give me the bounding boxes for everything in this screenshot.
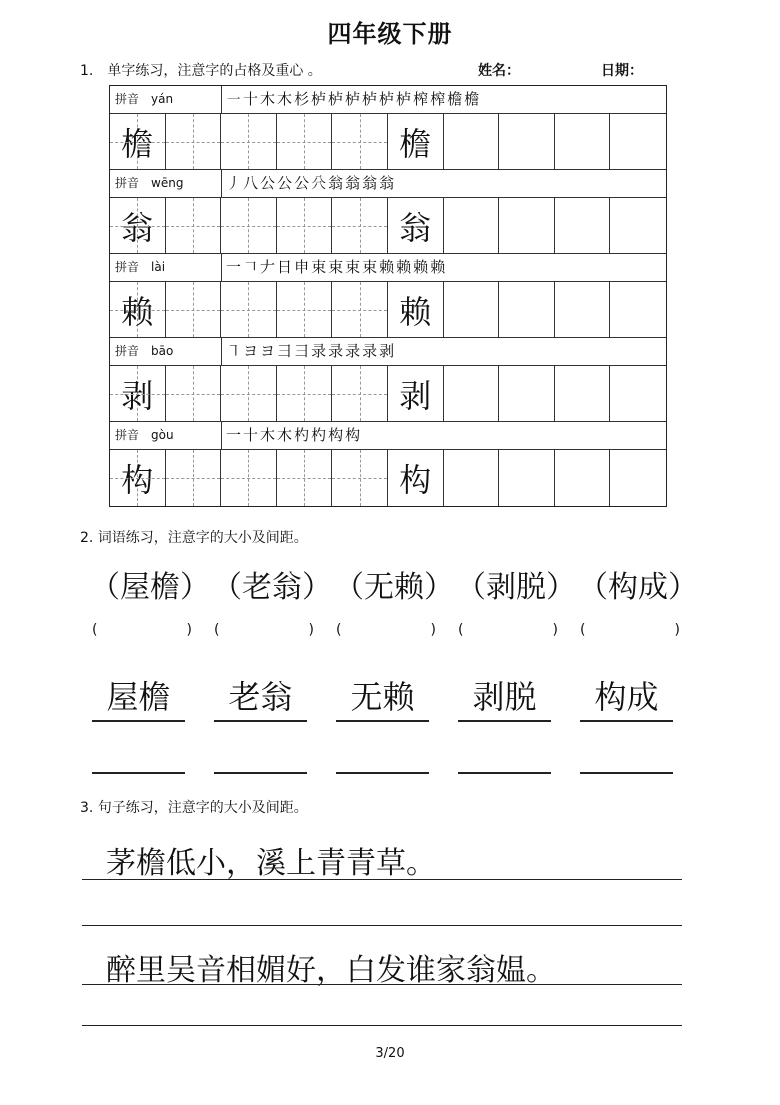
pinyin-label: 拼音 wēng — [110, 170, 222, 197]
pinyin-row — [110, 170, 666, 198]
word-blank-line[interactable] — [458, 771, 551, 774]
word-copy: 无赖 — [336, 672, 429, 722]
writing-line[interactable] — [82, 1025, 682, 1026]
pinyin-label: 拼音 lài — [110, 254, 222, 281]
stroke-step: 丿 — [226, 174, 242, 192]
writing-cell[interactable] — [332, 366, 388, 421]
section1-header: 1. 单字练习，注意字的占格及重心 。 — [80, 63, 322, 79]
stroke-step: 檐 — [464, 90, 480, 108]
stroke-step: ㇐ — [226, 90, 242, 108]
writing-cell[interactable] — [555, 198, 611, 253]
writing-cell[interactable] — [555, 282, 611, 337]
stroke-step: 构 — [345, 426, 361, 444]
word-blank-line[interactable] — [92, 771, 185, 774]
pinyin-bracket-blanks — [92, 622, 702, 638]
model-character-cell — [388, 198, 444, 253]
model-character: 檐 — [121, 124, 154, 163]
practice-row — [110, 198, 666, 254]
stroke-step: 木 — [277, 90, 293, 108]
stroke-step: 彐 — [277, 342, 293, 360]
stroke-step: 翁 — [379, 174, 395, 192]
stroke-step: 杓 — [294, 426, 310, 444]
stroke-step: 榨 — [430, 90, 446, 108]
stroke-step: 构 — [328, 426, 344, 444]
stroke-step: 栌 — [345, 90, 361, 108]
stroke-step: 公 — [277, 174, 293, 192]
model-character-cell — [110, 450, 166, 506]
stroke-step: 束 — [362, 258, 378, 276]
stroke-step: 十 — [243, 90, 259, 108]
stroke-step: 栌 — [328, 90, 344, 108]
pinyin-text: bāo — [151, 344, 174, 358]
stroke-step: 赖 — [396, 258, 412, 276]
writing-cell[interactable] — [221, 366, 277, 421]
writing-cell[interactable] — [166, 114, 222, 169]
stroke-step: 赖 — [379, 258, 395, 276]
pinyin-label: 拼音 gòu — [110, 422, 222, 449]
bracket-blank[interactable]: ( ) — [214, 622, 314, 638]
writing-cell[interactable] — [444, 282, 500, 337]
stroke-step: 翁 — [345, 174, 361, 192]
model-character: 檐 — [399, 124, 432, 163]
word-blank-line[interactable] — [336, 771, 429, 774]
stroke-step: 申 — [294, 258, 310, 276]
bracketed-words — [90, 562, 700, 606]
model-character-cell — [110, 114, 166, 169]
stroke-step: 录 — [362, 342, 378, 360]
pinyin-row — [110, 86, 666, 114]
writing-cell[interactable] — [332, 450, 388, 506]
writing-line[interactable] — [82, 879, 682, 880]
writing-cell[interactable] — [499, 282, 555, 337]
sentence-1: 茅檐低小，溪上青青草。 — [106, 846, 436, 881]
date-label: 日期： — [601, 63, 643, 79]
stroke-step: 八 — [243, 174, 259, 192]
pinyin-text: gòu — [151, 428, 174, 442]
writing-cell[interactable] — [166, 450, 222, 506]
stroke-step: 栌 — [362, 90, 378, 108]
bracket-blank[interactable]: ( ) — [580, 622, 680, 638]
model-character-cell — [388, 450, 444, 506]
model-character: 构 — [399, 461, 432, 499]
model-character-cell — [110, 282, 166, 337]
stroke-step: 杓 — [311, 426, 327, 444]
writing-cell[interactable] — [166, 282, 222, 337]
stroke-step: 公 — [294, 174, 310, 192]
stroke-step: 录 — [311, 342, 327, 360]
stroke-step: 𠔁 — [311, 174, 327, 192]
stroke-step: 一 — [226, 426, 242, 444]
model-character: 翁 — [399, 208, 432, 247]
model-character-cell — [110, 198, 166, 253]
word-blank-line[interactable] — [214, 771, 307, 774]
stroke-step: 束 — [328, 258, 344, 276]
pinyin-text: yán — [151, 92, 174, 106]
writing-line[interactable] — [82, 925, 682, 926]
writing-cell[interactable] — [277, 282, 333, 337]
writing-cell[interactable] — [610, 366, 666, 421]
practice-row — [110, 282, 666, 338]
writing-cell[interactable] — [610, 282, 666, 337]
writing-cell[interactable] — [499, 366, 555, 421]
model-character: 剥 — [399, 376, 432, 415]
section3-header: 3. 句子练习，注意字的大小及间距。 — [80, 800, 308, 816]
stroke-step: 十 — [243, 426, 259, 444]
writing-cell[interactable] — [444, 450, 500, 506]
stroke-step: 杉 — [294, 90, 310, 108]
writing-cell[interactable] — [610, 198, 666, 253]
stroke-order-sequence — [222, 338, 666, 365]
writing-cell[interactable] — [332, 198, 388, 253]
writing-cell[interactable] — [444, 114, 500, 169]
word-bracketed: （屋檐） — [90, 570, 210, 605]
word-copy: 构成 — [580, 672, 673, 722]
practice-row — [110, 366, 666, 422]
writing-cell[interactable] — [499, 450, 555, 506]
word-copy: 屋檐 — [92, 672, 185, 722]
practice-row — [110, 114, 666, 170]
stroke-step: 榨 — [413, 90, 429, 108]
stroke-order-sequence — [222, 170, 666, 197]
stroke-step: 束 — [345, 258, 361, 276]
stroke-step: 栌 — [379, 90, 395, 108]
writing-cell[interactable] — [277, 198, 333, 253]
stroke-step: 录 — [345, 342, 361, 360]
writing-cell[interactable] — [555, 114, 611, 169]
stroke-step: 檐 — [447, 90, 463, 108]
word-blank-row — [92, 771, 702, 774]
stroke-step: 公 — [260, 174, 276, 192]
stroke-order-sequence — [222, 86, 666, 113]
word-copy-row — [92, 672, 702, 722]
pinyin-row — [110, 254, 666, 282]
writing-cell[interactable] — [610, 450, 666, 506]
word-bracketed: （构成） — [578, 570, 698, 605]
bracket-blank[interactable]: ( ) — [336, 622, 436, 638]
writing-cell[interactable] — [221, 114, 277, 169]
stroke-order-sequence — [222, 422, 666, 449]
model-character-cell — [388, 282, 444, 337]
stroke-step: 木 — [260, 90, 276, 108]
writing-cell[interactable] — [277, 450, 333, 506]
model-character: 翁 — [121, 208, 154, 247]
writing-cell[interactable] — [555, 366, 611, 421]
model-character-cell — [388, 114, 444, 169]
stroke-step: 一 — [226, 258, 242, 276]
stroke-step: ヨ — [243, 342, 259, 360]
stroke-step: 𠃍 — [243, 258, 259, 276]
writing-cell[interactable] — [221, 450, 277, 506]
model-character: 赖 — [121, 292, 154, 331]
pinyin-text: lài — [151, 260, 166, 274]
pinyin-label: 拼音 bāo — [110, 338, 222, 365]
writing-cell[interactable] — [221, 198, 277, 253]
writing-cell[interactable] — [166, 366, 222, 421]
word-bracketed: （无赖） — [334, 570, 454, 605]
stroke-step: ㇕ — [226, 342, 242, 360]
writing-cell[interactable] — [332, 282, 388, 337]
writing-cell[interactable] — [499, 114, 555, 169]
pinyin-row — [110, 338, 666, 366]
word-bracketed: （老翁） — [212, 570, 332, 605]
name-label: 姓名： — [478, 63, 520, 79]
writing-cell[interactable] — [610, 114, 666, 169]
stroke-step: 栌 — [311, 90, 327, 108]
stroke-step: 束 — [311, 258, 327, 276]
word-blank-line[interactable] — [580, 771, 673, 774]
bracket-blank[interactable]: ( ) — [92, 622, 192, 638]
section2-header: 2. 词语练习，注意字的大小及间距。 — [80, 530, 308, 546]
writing-cell[interactable] — [332, 114, 388, 169]
stroke-step: ヨ — [260, 342, 276, 360]
model-character-cell — [110, 366, 166, 421]
stroke-step: 彐 — [294, 342, 310, 360]
character-practice-grid — [109, 85, 667, 507]
writing-cell[interactable] — [277, 114, 333, 169]
model-character: 赖 — [399, 292, 432, 331]
stroke-step: 录 — [328, 342, 344, 360]
stroke-step: 赖 — [413, 258, 429, 276]
writing-cell[interactable] — [277, 366, 333, 421]
word-copy: 老翁 — [214, 672, 307, 722]
stroke-step: 赖 — [430, 258, 446, 276]
stroke-step: 木 — [260, 426, 276, 444]
writing-cell[interactable] — [166, 198, 222, 253]
writing-line[interactable] — [82, 984, 682, 985]
writing-cell[interactable] — [555, 450, 611, 506]
stroke-step: 剥 — [379, 342, 395, 360]
writing-cell[interactable] — [444, 198, 500, 253]
pinyin-text: wēng — [151, 176, 184, 190]
model-character-cell — [388, 366, 444, 421]
pinyin-row — [110, 422, 666, 450]
stroke-step: 日 — [277, 258, 293, 276]
word-copy: 剥脱 — [458, 672, 551, 722]
stroke-step: 翁 — [362, 174, 378, 192]
pinyin-label: 拼音 yán — [110, 86, 222, 113]
model-character: 构 — [121, 461, 154, 499]
stroke-step: 栌 — [396, 90, 412, 108]
word-bracketed: （剥脱） — [456, 570, 576, 605]
model-character: 剥 — [121, 376, 154, 415]
writing-cell[interactable] — [444, 366, 500, 421]
sentence-2: 醉里吴音相媚好，白发谁家翁媪。 — [106, 953, 556, 988]
page-number: 3/20 — [375, 1046, 405, 1061]
writing-cell[interactable] — [221, 282, 277, 337]
page-title: 四年级下册 — [327, 20, 453, 48]
stroke-step: 𠂇 — [260, 258, 276, 276]
writing-cell[interactable] — [499, 198, 555, 253]
stroke-step: 木 — [277, 426, 293, 444]
stroke-step: 翁 — [328, 174, 344, 192]
practice-row — [110, 450, 666, 506]
bracket-blank[interactable]: ( ) — [458, 622, 558, 638]
stroke-order-sequence — [222, 254, 666, 281]
